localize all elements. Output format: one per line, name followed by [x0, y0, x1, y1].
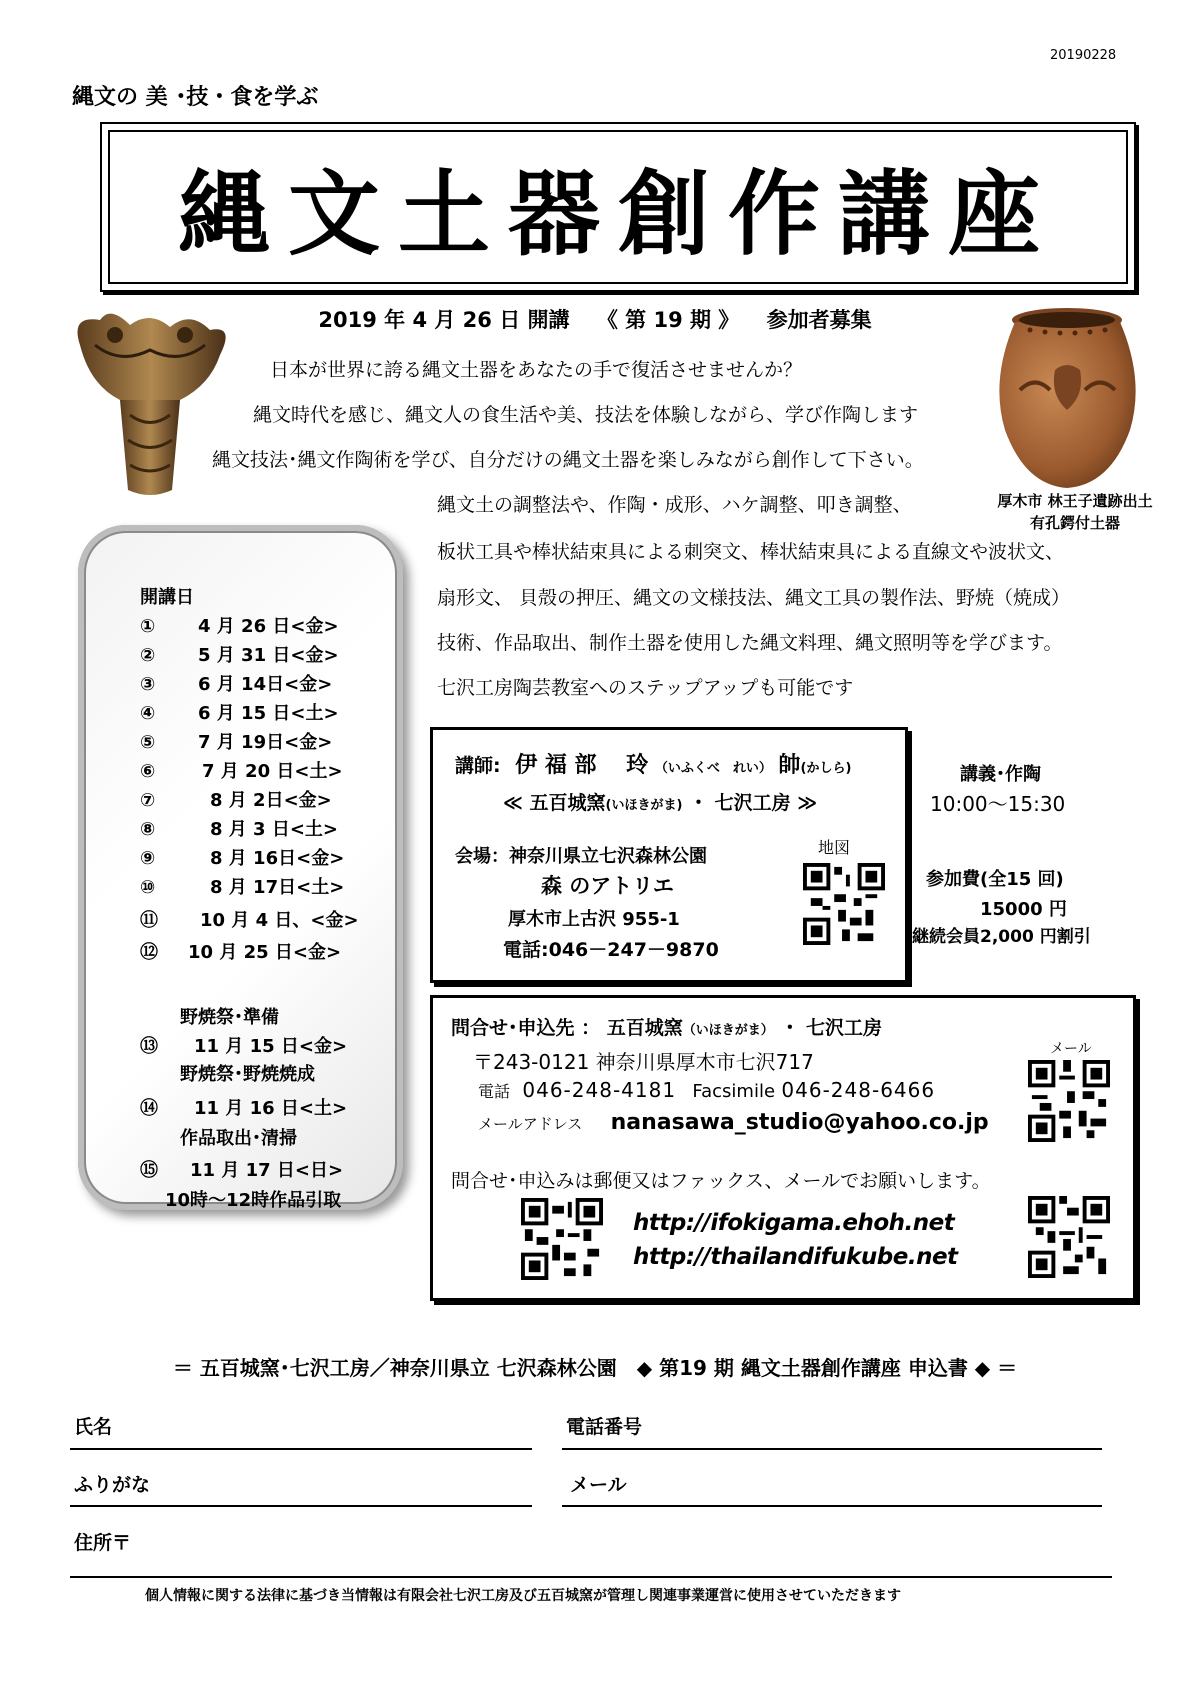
- mail-label: メールアドレス: [478, 1115, 583, 1133]
- contact-heading-kana: （いほきがま）: [682, 1023, 774, 1038]
- contact-heading-text-2: ・ 七沢工房: [780, 1017, 882, 1039]
- schedule-item-13: [140, 1032, 347, 1058]
- contact-mail-line: [478, 1110, 989, 1135]
- festival-prep-label: 野焼祭･準備: [180, 1007, 279, 1028]
- schedule-number: ⑤: [140, 732, 156, 753]
- schedule-date: 6 月 15 日<土>: [198, 703, 339, 724]
- schedule-heading: 開講日: [140, 587, 194, 608]
- contact-phone: 046-248-4181: [522, 1078, 677, 1102]
- retrieval-label: 作品取出･清掃: [180, 1128, 297, 1149]
- schedule-date: 8 月 2日<金>: [210, 790, 332, 811]
- venue-phone: 電話:046－247－9870: [503, 939, 719, 961]
- contact-box: [430, 995, 1136, 1301]
- contact-heading: [451, 1013, 882, 1040]
- schedule-number: ⑩: [140, 877, 156, 898]
- studio-kana: (いほきがま): [605, 798, 683, 813]
- form-furigana-field[interactable]: [70, 1505, 532, 1507]
- contact-phone-line: [478, 1078, 935, 1102]
- schedule-date: 4 月 26 日<金>: [198, 616, 339, 637]
- intro-line: 板状工具や棒状結束具による刺突文、棒状結束具による直線文や波状文、: [437, 541, 1065, 563]
- schedule-date: 8 月 16日<金>: [210, 848, 345, 869]
- perforated-pot-image: [985, 300, 1150, 490]
- schedule-item: [140, 728, 332, 754]
- form-phone-label: 電話番号: [566, 1416, 643, 1438]
- teacher-label: 講師:: [455, 755, 501, 777]
- teacher-title: 帥: [778, 753, 801, 778]
- document-id: 20190228: [1050, 48, 1117, 63]
- schedule-item: [140, 612, 339, 638]
- intro-line: 扇形文、 貝殻の押圧、縄文の文様技法、縄文工具の製作法、野焼（焼成）: [437, 587, 1071, 609]
- recruit-text: 参加者募集: [766, 308, 872, 332]
- schedule-item: [140, 699, 339, 725]
- schedule-item: [140, 906, 359, 932]
- url-2[interactable]: http://thailandifukube.net: [633, 1244, 958, 1270]
- schedule-number: ④: [140, 703, 156, 724]
- schedule-item: [140, 815, 338, 841]
- intro-line: 縄文土の調整法や、作陶・成形、ハケ調整、叩き調整、: [437, 494, 912, 516]
- intro-line: 七沢工房陶芸教室へのステップアップも可能です: [437, 677, 854, 699]
- url-1[interactable]: http://ifokigama.ehoh.net: [633, 1210, 955, 1236]
- schedule-date: 11 月 17 日<日>: [190, 1160, 344, 1181]
- schedule-date: 7 月 20 日<土>: [202, 761, 343, 782]
- form-header: ＝ 五百城窯･七沢工房／神奈川県立 七沢森林公園 ◆ 第19 期 縄文土器創作講座 申込書 ◆ ＝: [172, 1356, 1018, 1380]
- form-furigana-label: ふりがな: [74, 1474, 151, 1496]
- term-number: 《 第 19 期 》: [596, 308, 740, 332]
- page-title: 縄文土器創作講座: [177, 161, 1058, 268]
- form-address-label: 住所〒: [74, 1532, 132, 1554]
- schedule-number: ⑨: [140, 848, 156, 869]
- fee-label: 参加費(全15 回): [926, 869, 1064, 890]
- url2-qr-code[interactable]: [1028, 1196, 1110, 1278]
- schedule-number: ⑧: [140, 819, 156, 840]
- pot-caption-line: 厚木市 林王子遺跡出土: [997, 492, 1153, 510]
- schedule-item-14: [140, 1094, 347, 1120]
- privacy-notice: 個人情報に関する法律に基づき当情報は有限会社七沢工房及び五百城窯が管理し関連事業運営に使用させていただきます: [145, 1588, 901, 1604]
- schedule-item: [140, 641, 339, 667]
- pickup-label: 10時～12時作品引取: [165, 1190, 342, 1211]
- teacher-name: 伊 福 部 玲: [515, 753, 649, 778]
- schedule-item: [140, 844, 344, 870]
- fee-amount: 15000 円: [980, 899, 1067, 920]
- map-label: 地図: [818, 838, 851, 857]
- schedule-number: ⑫: [140, 942, 158, 963]
- schedule-number: ⑬: [140, 1036, 158, 1057]
- teacher-title-kana: (かしら): [800, 761, 852, 776]
- intro-line: 技術、作品取出、制作土器を使用した縄文料理、縄文照明等を学びます。: [437, 632, 1063, 654]
- contact-note: 問合せ･申込みは郵便又はファックス、メールでお願いします。: [451, 1170, 991, 1192]
- schedule-date: 6 月 14日<金>: [198, 674, 333, 695]
- venue-label: 会場：神奈川県立七沢森林公園: [455, 846, 707, 867]
- mail-qr-code[interactable]: [1028, 1060, 1110, 1142]
- start-date: 2019 年 4 月 26 日 開講: [318, 308, 570, 332]
- schedule-date: 10 月 4 日、<金>: [200, 910, 359, 931]
- schedule-number: ⑥: [140, 761, 156, 782]
- schedule-number: ①: [140, 616, 156, 637]
- schedule-date: 8 月 17日<土>: [210, 877, 345, 898]
- lecture-label: 講義･作陶: [960, 764, 1041, 785]
- form-name-label: 氏名: [74, 1416, 113, 1438]
- tagline: 縄文の 美 ･技・食を学ぶ: [72, 85, 319, 110]
- title-frame: [100, 122, 1136, 292]
- lecture-time: 10:00～15:30: [930, 792, 1066, 816]
- fax-label: Facsimile: [692, 1081, 776, 1102]
- schedule-item: [140, 938, 341, 964]
- schedule-item: [140, 670, 332, 696]
- intro-line: 縄文技法･縄文作陶術を学び、自分だけの縄文土器を楽しみながら創作して下さい。: [212, 449, 924, 471]
- studio-name: ≪ 五百城窯: [503, 792, 606, 814]
- schedule-item: [140, 873, 344, 899]
- contact-mail[interactable]: nanasawa_studio@yahoo.co.jp: [610, 1110, 989, 1135]
- form-address-field[interactable]: [70, 1576, 1112, 1578]
- teacher-line: [455, 748, 851, 779]
- intro-line: 縄文時代を感じ、縄文人の食生活や美、技法を体験しながら、学び作陶します: [253, 404, 919, 426]
- schedule-number: ③: [140, 674, 156, 695]
- venue-address: 厚木市上古沢 955-1: [508, 909, 680, 930]
- schedule-number: ②: [140, 645, 156, 666]
- studio-name-2: ・ 七沢工房 ≫: [689, 792, 818, 814]
- schedule-number: ⑭: [140, 1098, 158, 1119]
- teacher-name-kana: （いふくべ れい）: [654, 761, 772, 776]
- festival-fire-label: 野焼祭･野焼焼成: [180, 1064, 315, 1085]
- schedule-number: ⑦: [140, 790, 156, 811]
- form-mail-label: メール: [570, 1474, 627, 1496]
- teacher-venue-box: [430, 727, 908, 983]
- pot-caption: [975, 490, 1175, 534]
- phone-label: 電話: [478, 1082, 511, 1101]
- mail-qr-label: メール: [1050, 1041, 1092, 1057]
- contact-heading-text: 問合せ･申込先 ： 五百城窯: [451, 1017, 683, 1039]
- form-mail-field[interactable]: [562, 1505, 1102, 1507]
- url1-qr-code[interactable]: [521, 1198, 603, 1280]
- venue-name: 森 のアトリエ: [541, 874, 674, 898]
- map-qr-code[interactable]: [803, 863, 885, 945]
- pot-caption-line: 有孔鍔付土器: [1029, 514, 1120, 532]
- schedule-date: 5 月 31 日<金>: [198, 645, 339, 666]
- schedule-item-15: [140, 1156, 343, 1182]
- fee-discount: 継続会員2,000 円割引: [912, 927, 1091, 947]
- contact-postal: 〒243-0121 神奈川県厚木市七沢717: [473, 1050, 814, 1074]
- schedule-number: ⑮: [140, 1160, 158, 1181]
- schedule-date: 8 月 3 日<土>: [210, 819, 339, 840]
- form-name-field[interactable]: [70, 1448, 532, 1450]
- schedule-date: 7 月 19日<金>: [198, 732, 333, 753]
- schedule-date: 11 月 16 日<土>: [194, 1098, 348, 1119]
- schedule-date: 11 月 15 日<金>: [194, 1036, 348, 1057]
- schedule-date: 10 月 25 日<金>: [188, 942, 342, 963]
- schedule-number: ⑪: [140, 910, 158, 931]
- contact-fax: 046-248-6466: [781, 1078, 936, 1102]
- studio-line: [503, 788, 817, 815]
- schedule-item: [140, 757, 343, 783]
- schedule-item: [140, 786, 332, 812]
- title-inner-frame: [108, 130, 1128, 284]
- form-phone-field[interactable]: [562, 1448, 1102, 1450]
- intro-line: 日本が世界に誇る縄文土器をあなたの手で復活させませんか？: [270, 359, 803, 381]
